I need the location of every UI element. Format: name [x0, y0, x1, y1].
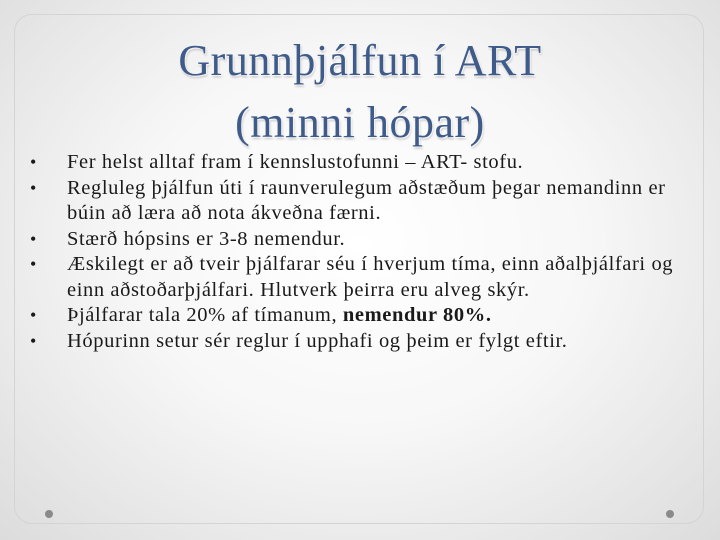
bullet-text-bold: nemendur 80%.: [342, 304, 492, 326]
bullet-dot-icon: •: [30, 254, 37, 274]
bullet-text: Stærð hópsins er 3-8 nemendur.: [67, 227, 346, 250]
bullet-text: Fer helst alltaf fram í kennslustofunni – ART- stofu.: [67, 151, 524, 173]
bullet-item: [30, 252, 680, 303]
slide-title: [0, 30, 720, 154]
bullet-dot-icon: •: [30, 228, 37, 249]
bullet-text: Þjálfarar tala 20% af tímanum,: [67, 304, 343, 326]
title-line-2: (minni hópar): [235, 98, 485, 147]
bullet-item: [30, 150, 680, 176]
bullet-list: [30, 150, 680, 354]
bullet-dot-icon: •: [30, 330, 37, 351]
corner-dot-icon: [45, 510, 53, 518]
bullet-dot-icon: •: [30, 177, 37, 198]
title-line-1: Grunnþjálfun í ART: [178, 36, 542, 85]
bullet-item: [30, 303, 680, 329]
bullet-item: [30, 176, 680, 227]
bullet-text: Hópurinn setur sér reglur í upphafi og þeim er fylgt eftir.: [67, 329, 568, 352]
bullet-dot-icon: •: [30, 152, 37, 172]
bullet-text: Æskilegt er að tveir þjálfarar séu í hverjum tíma, einn aðalþjálfari og einn aðstoðarþjálfari. Hlutverk þeirra eru alveg skýr.: [67, 253, 674, 301]
bullet-item: [30, 329, 680, 355]
corner-dot-icon: [666, 510, 674, 518]
bullet-text: Regluleg þjálfun úti í raunverulegum aðstæðum þegar nemandinn er búin að læra að nota ákveðna færni.: [67, 176, 666, 224]
bullet-dot-icon: •: [30, 305, 37, 325]
bullet-item: [30, 227, 680, 253]
